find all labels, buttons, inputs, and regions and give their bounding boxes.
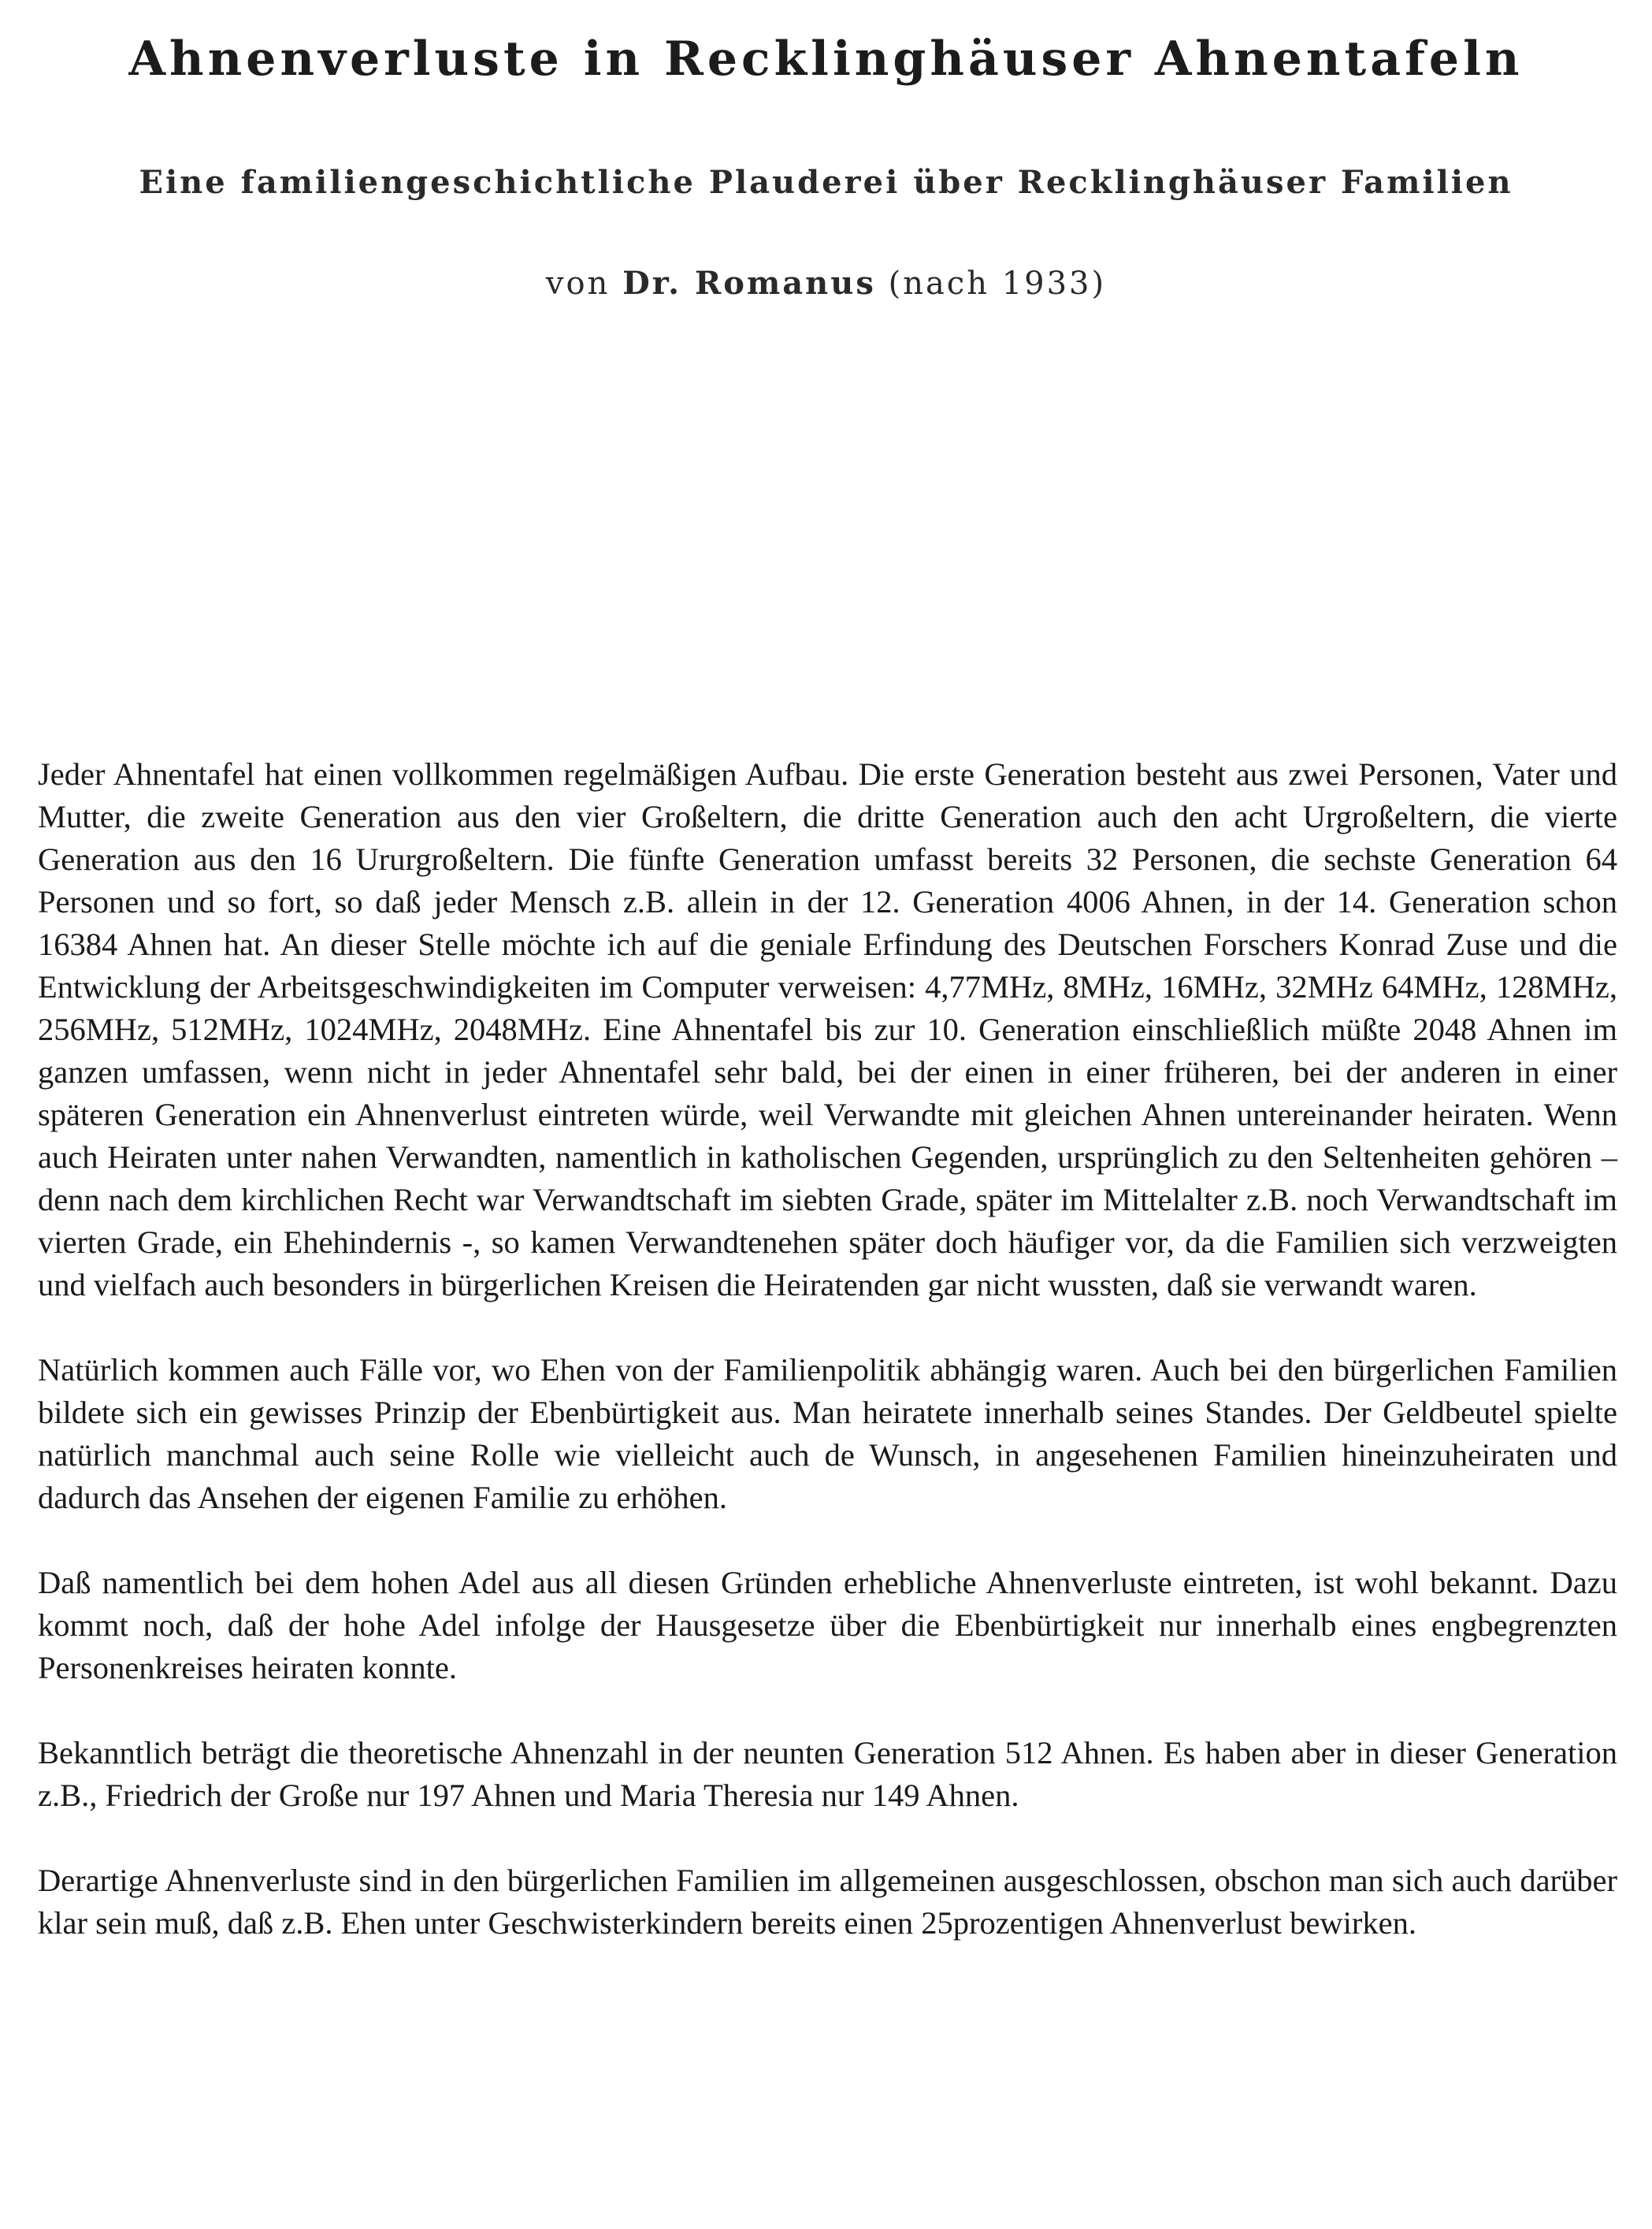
paragraph-1: Jeder Ahnentafel hat einen vollkommen regelmäßigen Aufbau. Die erste Generation besteht aus zwei Personen, Vater und Mutter, die zweite Generation aus den vier Großeltern, die dritte Generation auch den acht Urgroßeltern, die vierte Generation aus den 16 Ururgroßeltern. Die fünfte Generation umfasst bereits 32 Personen, die sechste Generation 64 Personen und so fort, so daß jeder Mensch z.B. allein in der 12. Generation 4006 Ahnen, in der 14. Generation schon 16384 Ahnen hat. An dieser Stelle möchte ich auf die geniale Erfindung des Deutschen Forschers Konrad Zuse und die Entwicklung der Arbeitsgeschwindigkeiten im Computer verweisen: 4,77MHz, 8MHz, 16MHz, 32MHz 64MHz, 128MHz, 256MHz, 512MHz, 1024MHz, 2048MHz. Eine Ahnentafel bis zur 10. Generation einschließlich müßte 2048 Ahnen im ganzen umfassen, wenn nicht in jeder Ahnentafel sehr bald, bei der einen in einer früheren, bei der anderen in einer späteren Generation ein Ahnenverlust eintreten würde, weil Verwandte mit gleichen Ahnen untereinander heiraten. Wenn auch Heiraten unter nahen Verwandten, namentlich in katholischen Gegenden, ursprünglich zu den Seltenheiten gehören – denn nach dem kirchlichen Recht war Verwandtschaft im siebten Grade, später im Mittelalter z.B. noch Verwandtschaft im vierten Grade, ein Ehehindernis -, so kamen Verwandtenehen später doch häufiger vor, da die Familien sich verzweigten und vielfach auch besonders in bürgerlichen Kreisen die Heiratenden gar nicht wussten, daß sie verwandt waren. [38, 756, 1617, 1302]
document-subtitle: Eine familiengeschichtliche Plauderei über Recklinghäuser Familien [139, 164, 1513, 201]
author-note: (nach 1933) [888, 266, 1107, 302]
paragraph-2: Natürlich kommen auch Fälle vor, wo Ehen von der Familienpolitik abhängig waren. Auch bei den bürgerlichen Familien bildete sich ein gewisses Prinzip der Ebenbürtigkeit aus. Man heiratete innerhalb seines Standes. Der Geldbeutel spielte natürlich manchmal auch seine Rolle wie vielleicht auch de Wunsch, in angesehenen Familien hineinzuheiraten und dadurch das Ansehen der eigenen Familie zu erhöhen. [38, 1352, 1617, 1515]
author-prefix: von [545, 266, 611, 302]
paragraph-3: Daß namentlich bei dem hohen Adel aus all diesen Gründen erhebliche Ahnenverluste eintreten, ist wohl bekannt. Dazu kommt noch, daß der hohe Adel infolge der Hausgesetze über die Ebenbürtigkeit nur innerhalb eines engbegrenzten Personenkreises heiraten konnte. [38, 1565, 1617, 1685]
paragraph-5: Derartige Ahnenverluste sind in den bürgerlichen Familien im allgemeinen ausgeschlossen, obschon man sich auch darüber klar sein muß, daß z.B. Ehen unter Geschwisterkindern bereits einen 25prozentigen Ahnenverlust bewirken. [38, 1863, 1617, 1941]
paragraph-4: Bekanntlich beträgt die theoretische Ahnenzahl in der neunten Generation 512 Ahnen. Es haben aber in dieser Generation z.B., Friedrich der Große nur 197 Ahnen und Maria Theresia nur 149 Ahnen. [38, 1735, 1617, 1813]
author-name: Dr. Romanus [622, 265, 876, 302]
document-body [38, 753, 1617, 1945]
author-line [0, 265, 1652, 302]
document-title: Ahnenverluste in Recklinghäuser Ahnentafeln [128, 32, 1524, 87]
